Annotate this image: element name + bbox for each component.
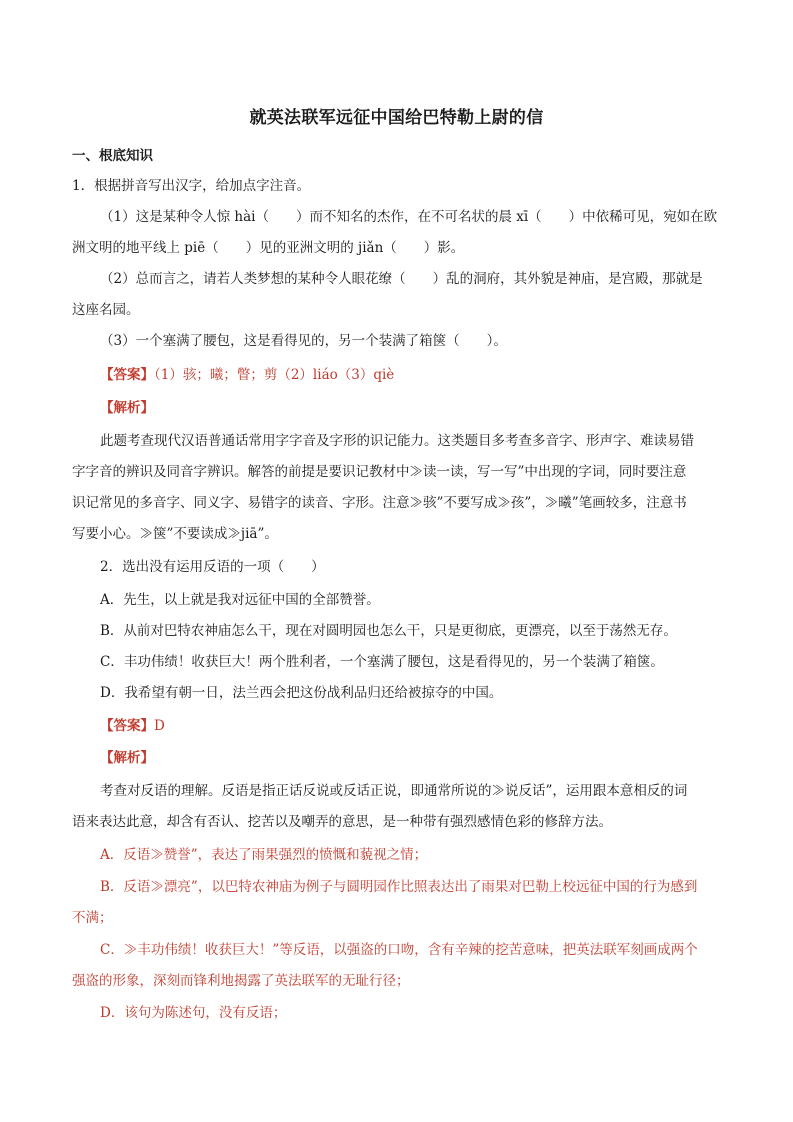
question-2-note-b-cont: 不满； [72, 910, 113, 926]
question-1-analysis-line: 识记常见的多音字、同义字、易错字的读音、字形。注意≫骇”不要写成≫孩”，≫曦”笔画较多，注意书 [72, 495, 687, 511]
question-1-stem: 1．根据拼音写出汉字，给加点字注音。 [72, 178, 311, 194]
question-2-analysis-label: 【解析】 [100, 750, 154, 766]
question-1-analysis-label: 【解析】 [100, 400, 154, 416]
section-heading: 一、根底知识 [72, 148, 153, 164]
question-2-option-b: B．从前对巴特农神庙怎么干，现在对圆明园也怎么干，只是更彻底，更漂亮，以至于荡然无存。 [100, 623, 677, 639]
question-1-part-2-line-2: 这座名园。 [72, 302, 140, 318]
question-2-note-a: A．反语≫赞誉”，表达了雨果强烈的愤慨和藐视之情； [100, 847, 428, 863]
question-2-note-b: B．反语≫漂亮”，以巴特农神庙为例子与圆明园作比照表达出了雨果对巴勒上校远征中国的行为感到 [100, 879, 698, 895]
question-1-part-2-line-1: （2）总而言之，请若人类梦想的某种令人眼花缭（ ）乱的洞府，其外貌是神庙，是宫殿，那就是 [100, 271, 703, 287]
question-2-option-a: A．先生，以上就是我对远征中国的全部赞誉。 [100, 592, 380, 608]
question-1-part-1-line-2: 洲文明的地平线上 piē（ ）见的亚洲文明的 jiǎn（ ）影。 [72, 240, 465, 256]
question-2-answer [100, 716, 760, 736]
question-1-part-3: （3）一个塞满了腰包，这是看得见的，另一个装满了箱箧（ ）。 [100, 333, 507, 349]
answer-text: （1）骇；曦；瞥；剪（2）liáo（3）qiè [154, 367, 395, 383]
question-2-option-c: C．丰功伟绩！收获巨大！两个胜利者，一个塞满了腰包，这是看得见的，另一个装满了箱箧。 [100, 654, 664, 670]
question-2-option-d: D．我希望有朝一日，法兰西会把这份战利品归还给被掠夺的中国。 [100, 685, 503, 701]
question-1-part-1-line-1: （1）这是某种令人惊 hài（ ）而不知名的杰作，在不可名状的晨 xī（ ）中依稀可见，宛如在欧 [100, 209, 718, 225]
answer-label: 【答案】 [100, 718, 154, 734]
question-2-note-c-cont: 强盗的形象，深刻而锋利地揭露了英法联军的无耻行径； [72, 973, 410, 989]
question-1-analysis-line: 字字音的辨识及同音字辨识。解答的前提是要识记教材中≫读一读，写一写”中出现的字词，同时要注意 [72, 464, 687, 480]
question-1-answer [100, 365, 760, 385]
answer-text: D [154, 718, 165, 734]
document-title: 就英法联军远征中国给巴特勒上尉的信 [249, 108, 544, 128]
question-2-analysis-line: 语来表达此意，却含有否认、挖苦以及嘲弄的意思，是一种带有强烈感情色彩的修辞方法。 [72, 814, 612, 830]
question-2-stem: 2．选出没有运用反语的一项（ ） [100, 559, 325, 575]
question-1-analysis-line: 写要小心。≫箧”不要读成≫jiā”。 [72, 526, 278, 542]
question-2-note-d: D．该句为陈述句，没有反语； [100, 1005, 287, 1021]
question-2-analysis-line: 考查对反语的理解。反语是指正话反说或反话正说，即通常所说的≫说反话”，运用跟本意相反的词 [100, 783, 688, 799]
answer-label: 【答案】 [100, 367, 154, 383]
question-2-note-c: C．≫丰功伟绩！收获巨大！”等反语，以强盗的口吻，含有辛辣的挖苦意味，把英法联军刻画成两个 [100, 942, 698, 958]
question-1-analysis-line: 此题考查现代汉语普通话常用字字音及字形的识记能力。这类题目多考查多音字、形声字、难读易错 [100, 433, 694, 449]
